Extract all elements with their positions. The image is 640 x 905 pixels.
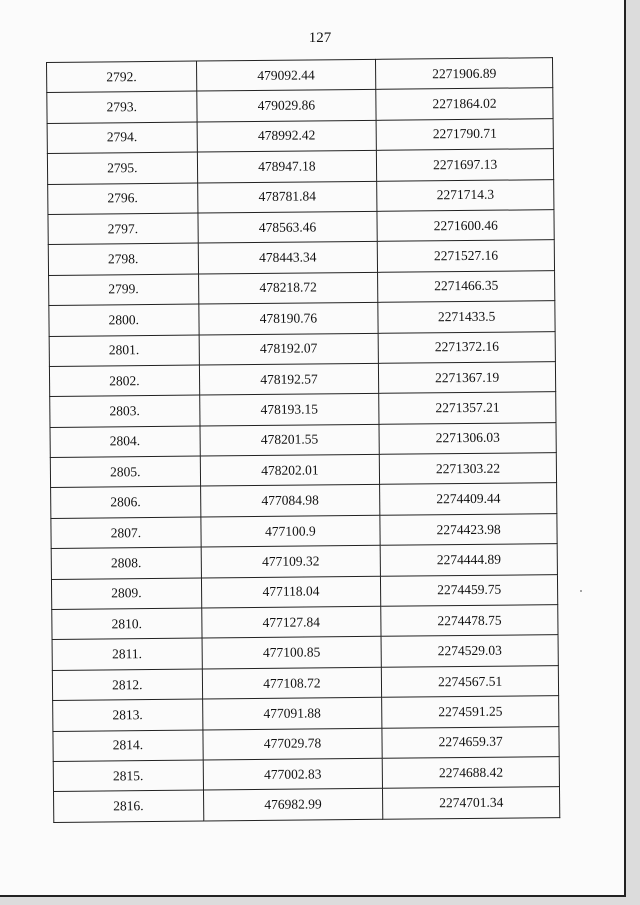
table-row bbox=[53, 726, 559, 761]
table-row bbox=[47, 88, 553, 123]
point-number-cell: 2800. bbox=[49, 304, 199, 336]
point-number-cell: 2793. bbox=[47, 91, 197, 123]
table-row bbox=[51, 574, 557, 609]
x-coordinate-cell: 478947.18 bbox=[197, 151, 377, 183]
table-row bbox=[52, 665, 558, 700]
y-coordinate-cell: 2274591.25 bbox=[382, 696, 559, 728]
table-row bbox=[49, 331, 555, 366]
y-coordinate-cell: 2271697.13 bbox=[377, 149, 554, 181]
table-row bbox=[47, 118, 553, 153]
point-number-cell: 2810. bbox=[52, 608, 202, 640]
y-coordinate-cell: 2274567.51 bbox=[382, 665, 559, 697]
page-number: 127 bbox=[308, 30, 332, 46]
y-coordinate-cell: 2271433.5 bbox=[378, 301, 555, 333]
point-number-cell: 2814. bbox=[53, 730, 203, 762]
y-coordinate-cell: 2271357.21 bbox=[379, 392, 556, 424]
x-coordinate-cell: 477084.98 bbox=[200, 485, 380, 517]
point-number-cell: 2797. bbox=[48, 213, 198, 245]
table-row bbox=[50, 392, 556, 427]
y-coordinate-cell: 2274409.44 bbox=[380, 483, 557, 515]
x-coordinate-cell: 477091.88 bbox=[202, 698, 382, 730]
table-row bbox=[50, 453, 556, 488]
table-row bbox=[47, 149, 553, 184]
x-coordinate-cell: 479029.86 bbox=[196, 90, 376, 122]
y-coordinate-cell: 2271864.02 bbox=[376, 88, 553, 120]
table-row bbox=[48, 240, 554, 275]
point-number-cell: 2803. bbox=[50, 395, 200, 427]
point-number-cell: 2812. bbox=[52, 669, 202, 701]
table-row bbox=[49, 301, 555, 336]
y-coordinate-cell: 2271527.16 bbox=[377, 240, 554, 272]
y-coordinate-cell: 2274688.42 bbox=[382, 757, 559, 789]
y-coordinate-cell: 2274444.89 bbox=[380, 544, 557, 576]
point-number-cell: 2798. bbox=[48, 243, 198, 275]
x-coordinate-cell: 478193.15 bbox=[199, 394, 379, 426]
x-coordinate-cell: 477108.72 bbox=[202, 667, 382, 699]
y-coordinate-cell: 2271466.35 bbox=[378, 270, 555, 302]
x-coordinate-cell: 477029.78 bbox=[203, 728, 383, 760]
coordinates-table-wrapper bbox=[46, 57, 560, 823]
point-number-cell: 2811. bbox=[52, 638, 202, 670]
table-row bbox=[53, 696, 559, 731]
y-coordinate-cell: 2271906.89 bbox=[376, 58, 553, 90]
y-coordinate-cell: 2274701.34 bbox=[383, 787, 560, 819]
table-row bbox=[51, 544, 557, 579]
x-coordinate-cell: 477118.04 bbox=[201, 576, 381, 608]
x-coordinate-cell: 478201.55 bbox=[200, 424, 380, 456]
table-row bbox=[52, 635, 558, 670]
point-number-cell: 2816. bbox=[54, 790, 204, 822]
table-row bbox=[48, 179, 554, 214]
point-number-cell: 2795. bbox=[47, 152, 197, 184]
point-number-cell: 2807. bbox=[51, 517, 201, 549]
x-coordinate-cell: 478192.07 bbox=[199, 333, 379, 365]
y-coordinate-cell: 2271303.22 bbox=[380, 453, 557, 485]
table-row bbox=[50, 422, 556, 457]
table-row bbox=[48, 210, 554, 245]
point-number-cell: 2806. bbox=[51, 487, 201, 519]
point-number-cell: 2805. bbox=[50, 456, 200, 488]
y-coordinate-cell: 2271367.19 bbox=[379, 362, 556, 394]
x-coordinate-cell: 478992.42 bbox=[197, 120, 377, 152]
x-coordinate-cell: 478202.01 bbox=[200, 454, 380, 486]
point-number-cell: 2804. bbox=[50, 426, 200, 458]
x-coordinate-cell: 477109.32 bbox=[201, 546, 381, 578]
x-coordinate-cell: 478563.46 bbox=[198, 211, 378, 243]
coordinates-table bbox=[46, 57, 560, 823]
table-row bbox=[49, 270, 555, 305]
y-coordinate-cell: 2271372.16 bbox=[378, 331, 555, 363]
point-number-cell: 2799. bbox=[49, 274, 199, 306]
point-number-cell: 2794. bbox=[47, 122, 197, 154]
x-coordinate-cell: 477002.83 bbox=[203, 758, 383, 790]
y-coordinate-cell: 2271600.46 bbox=[377, 210, 554, 242]
x-coordinate-cell: 477100.85 bbox=[202, 637, 382, 669]
point-number-cell: 2792. bbox=[47, 61, 197, 93]
point-number-cell: 2809. bbox=[51, 578, 201, 610]
y-coordinate-cell: 2271306.03 bbox=[379, 422, 556, 454]
x-coordinate-cell: 478218.72 bbox=[198, 272, 378, 304]
table-row bbox=[49, 362, 555, 397]
table-row bbox=[52, 605, 558, 640]
x-coordinate-cell: 477127.84 bbox=[201, 606, 381, 638]
point-number-cell: 2808. bbox=[51, 547, 201, 579]
y-coordinate-cell: 2274659.37 bbox=[382, 726, 559, 758]
point-number-cell: 2801. bbox=[49, 335, 199, 367]
table-row bbox=[53, 757, 559, 792]
table-row bbox=[51, 483, 557, 518]
x-coordinate-cell: 478781.84 bbox=[197, 181, 377, 213]
scan-speck bbox=[580, 590, 582, 592]
y-coordinate-cell: 2271714.3 bbox=[377, 179, 554, 211]
point-number-cell: 2796. bbox=[48, 183, 198, 215]
point-number-cell: 2815. bbox=[53, 760, 203, 792]
point-number-cell: 2802. bbox=[49, 365, 199, 397]
point-number-cell: 2813. bbox=[53, 699, 203, 731]
y-coordinate-cell: 2274459.75 bbox=[381, 574, 558, 606]
table-row bbox=[47, 58, 553, 93]
x-coordinate-cell: 476982.99 bbox=[203, 789, 383, 821]
x-coordinate-cell: 477100.9 bbox=[201, 515, 381, 547]
table-row bbox=[54, 787, 560, 822]
x-coordinate-cell: 478443.34 bbox=[198, 242, 378, 274]
table-row bbox=[51, 513, 557, 548]
x-coordinate-cell: 478190.76 bbox=[198, 302, 378, 334]
y-coordinate-cell: 2274478.75 bbox=[381, 605, 558, 637]
x-coordinate-cell: 479092.44 bbox=[196, 59, 376, 91]
y-coordinate-cell: 2271790.71 bbox=[376, 118, 553, 150]
x-coordinate-cell: 478192.57 bbox=[199, 363, 379, 395]
y-coordinate-cell: 2274423.98 bbox=[380, 513, 557, 545]
y-coordinate-cell: 2274529.03 bbox=[381, 635, 558, 667]
